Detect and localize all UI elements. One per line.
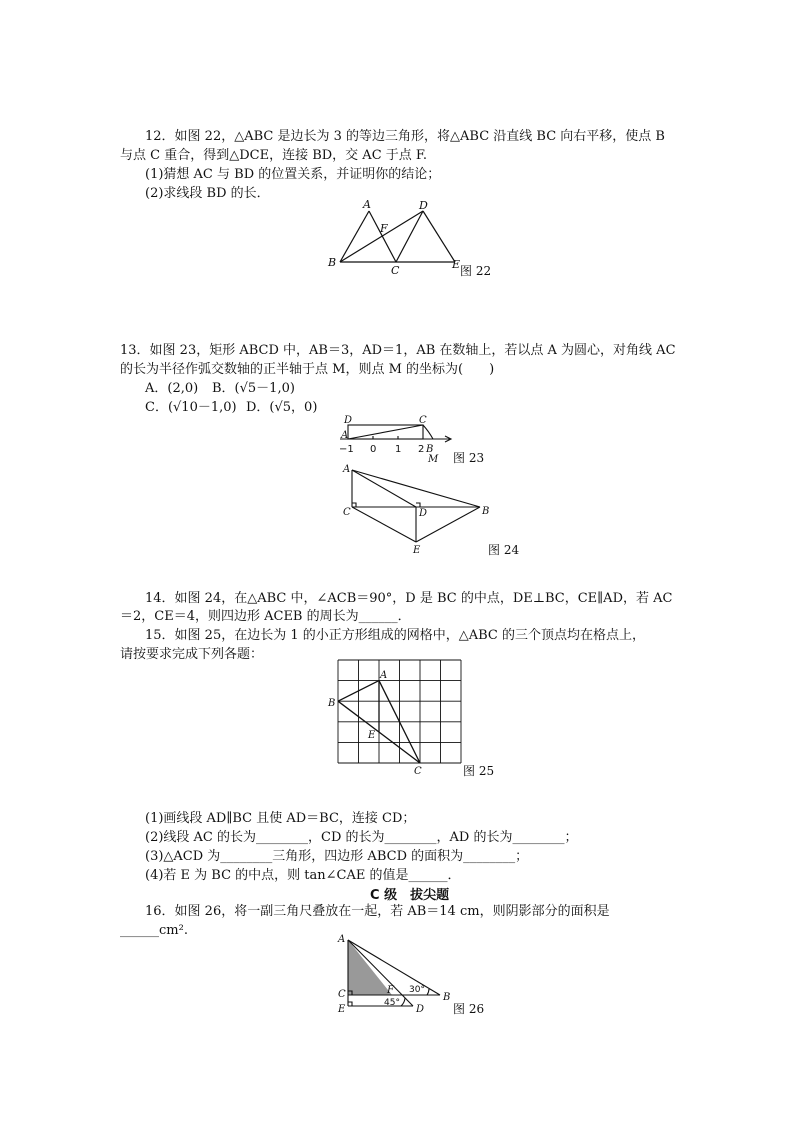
fig22-label-F: F	[380, 222, 388, 235]
fig26-label-C: C	[338, 989, 346, 1000]
q16-line1: 16．如图 26，将一副三角尺叠放在一起，若 AB＝14 cm，则阴影部分的面积是	[145, 904, 610, 919]
fig23-label-M: M	[428, 454, 439, 465]
q14-line1: 14．如图 24，在△ABC 中，∠ACB＝90°，D 是 BC 的中点，DE⊥BC，CE∥AD，若 AC	[145, 591, 673, 606]
fig25-caption: 图 25	[463, 764, 495, 778]
q13-option-d: D．(√5，0)	[246, 400, 318, 415]
q13-line2: 的长为半径作弧交数轴的正半轴于点 M，则点 M 的坐标为( )	[120, 362, 495, 377]
fig23-tick-1: 1	[395, 444, 402, 455]
fig26-label-B: B	[443, 992, 451, 1003]
fig23-label-A: A	[341, 430, 349, 441]
fig24-caption: 图 24	[488, 543, 520, 557]
fig23-caption: 图 23	[453, 451, 485, 465]
q15-line2: 请按要求完成下列各题：	[120, 647, 264, 662]
figure-26	[335, 932, 460, 1021]
fig26-label-F: F	[387, 985, 394, 996]
fig23-label-B: B	[426, 444, 434, 455]
fig26-label-A: A	[338, 934, 346, 945]
fig25-label-C: C	[414, 766, 422, 777]
fig26-angle-45: 45°	[384, 998, 400, 1008]
figure-25	[325, 658, 465, 782]
fig22-label-D: D	[419, 199, 428, 212]
fig23-tick-0: 0	[370, 444, 377, 455]
fig23-tick-minus1: −1	[339, 444, 354, 455]
q12-sub2: (2)求线段 BD 的长．	[145, 186, 270, 201]
fig25-label-A: A	[380, 670, 388, 681]
q15-sub3: (3)△ACD 为________三角形，四边形 ABCD 的面积为________；	[145, 849, 529, 864]
fig26-shaded-region	[348, 940, 392, 995]
fig22-label-B: B	[328, 256, 337, 269]
fig22-label-A: A	[363, 198, 371, 211]
q12-sub1: (1)猜想 AC 与 BD 的位置关系，并证明你的结论；	[145, 167, 441, 182]
q14-line2: ＝2，CE＝4，则四边形 ACEB 的周长为______．	[120, 609, 411, 624]
fig25-label-E: E	[368, 730, 376, 741]
q16-line2: ______cm².	[120, 923, 188, 938]
q13-option-b: B．(√5－1,0)	[212, 381, 295, 396]
fig24-label-D: D	[419, 508, 428, 519]
fig23-tick-2: 2	[418, 444, 425, 455]
fig23-label-C: C	[419, 415, 427, 426]
fig25-label-B: B	[328, 698, 336, 709]
figure-24	[340, 462, 490, 561]
fig24-label-E: E	[413, 545, 421, 556]
q13-line1: 13．如图 23，矩形 ABCD 中，AB＝3，AD＝1，AB 在数轴上，若以点 A 为圆心，对角线 AC	[120, 343, 676, 358]
q12-line1: 12．如图 22，△ABC 是边长为 3 的等边三角形，将△ABC 沿直线 BC 向右平移，使点 B	[145, 129, 665, 144]
q15-sub4: (4)若 E 为 BC 的中点，则 tan∠CAE 的值是______．	[145, 868, 461, 883]
q13-option-a: A．(2,0)	[145, 381, 199, 396]
fig22-caption: 图 22	[460, 264, 492, 278]
q13-option-c: C．(√10－1,0)	[145, 400, 237, 415]
fig22-label-E: E	[452, 258, 461, 271]
section-heading-c: C 级 拔尖题	[370, 888, 450, 903]
q15-sub2: (2)线段 AC 的长为________，CD 的长为________，AD 的长为________；	[145, 830, 578, 845]
q15-sub1: (1)画线段 AD∥BC 且使 AD＝BC，连接 CD；	[145, 811, 416, 826]
fig26-label-E: E	[338, 1004, 346, 1015]
fig26-label-D: D	[416, 1004, 425, 1015]
fig24-label-C: C	[343, 507, 351, 518]
q15-line1: 15．如图 25，在边长为 1 的小正方形组成的网格中，△ABC 的三个顶点均在格点上，	[145, 628, 646, 643]
fig24-label-B: B	[482, 506, 490, 517]
fig26-caption: 图 26	[453, 1002, 485, 1016]
fig23-label-D: D	[344, 415, 353, 426]
fig24-label-A: A	[343, 464, 351, 475]
q12-line2: 与点 C 重合，得到△DCE，连接 BD，交 AC 于点 F.	[120, 148, 428, 163]
figure-23	[335, 412, 460, 468]
fig22-label-C: C	[391, 264, 400, 277]
fig26-angle-30: 30°	[409, 985, 425, 995]
